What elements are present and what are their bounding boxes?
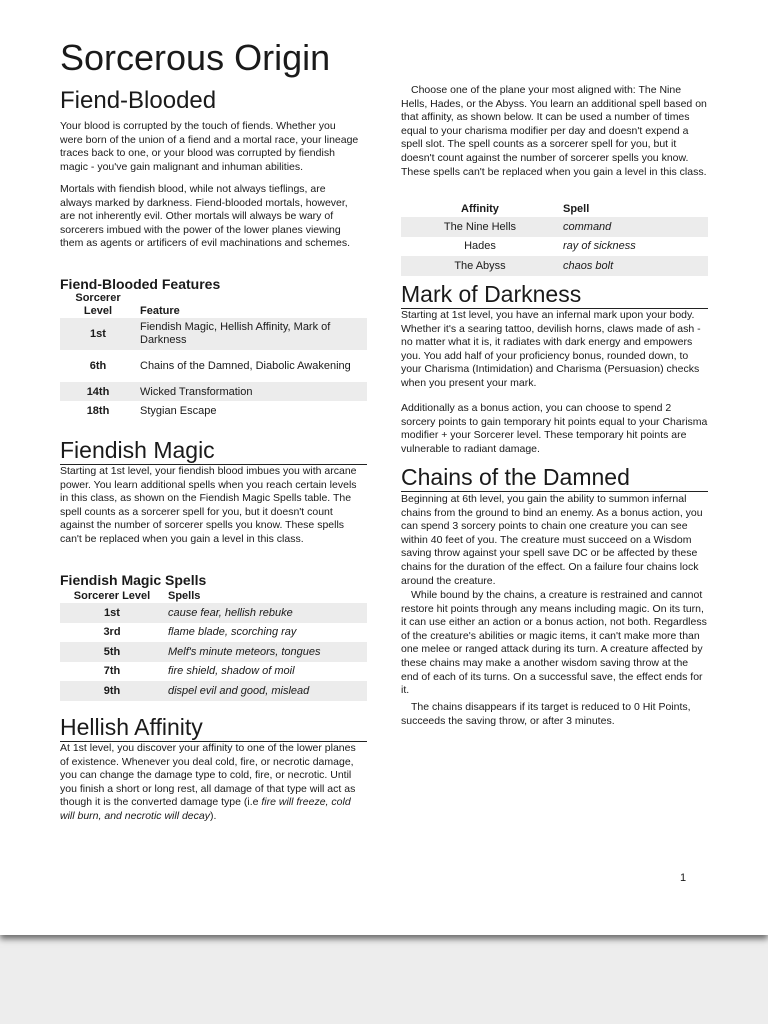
- affinity-spell: ray of sickness: [563, 240, 636, 253]
- feature-level: 6th: [89, 360, 107, 372]
- affinity-col-spell: Spell: [563, 202, 590, 215]
- heading-hellish-affinity: Hellish Affinity: [60, 714, 367, 742]
- table-row: [60, 623, 367, 643]
- page-number: 1: [680, 872, 687, 884]
- features-col-level: Sorcerer Level: [75, 292, 121, 317]
- features-col-feature: Feature: [140, 305, 180, 317]
- spells-col-spells: Spells: [168, 589, 201, 602]
- spell-list: cause fear, hellish rebuke: [168, 606, 293, 619]
- chains-paragraph-1: Beginning at 6th level, you gain the ability to summon infernal chains from the ground to bind an enemy. As a bonus action, you can spend 3 sorcery points to chain one creature you can see within 40 feet of you. The creature must succeed on a Wisdom saving throw against your spell save DC or be affected by these chains for the duration of the effect. On a failure four chains lock around the creature.: [401, 493, 703, 587]
- spell-list: dispel evil and good, mislead: [168, 684, 310, 697]
- table-row: [60, 681, 367, 701]
- table-row: [401, 256, 708, 276]
- heading-fiendish-magic-spells: Fiendish Magic Spells: [60, 572, 207, 588]
- mark-paragraph-1: Starting at 1st level, you have an infernal mark upon your body. Whether it's a searing tattoo, devilish horns, claws made of ash - no matter what it is, it radiates with dark energy and empowers you. You add half of your proficiency bonus, rounded down, to your Charisma (Intimidation) and Charisma (Persuasion) checks when you present your mark.: [401, 309, 701, 389]
- spell-level: 9th: [60, 681, 164, 701]
- feature-name: Stygian Escape: [140, 404, 217, 417]
- table-row: [401, 237, 708, 257]
- table-row: [401, 217, 708, 237]
- table-row: [60, 401, 367, 420]
- spell-list: Melf's minute meteors, tongues: [168, 645, 321, 658]
- features-table: [60, 292, 367, 420]
- spell-level: 5th: [60, 642, 164, 662]
- page-title: Sorcerous Origin: [60, 37, 331, 78]
- affinity-col-affinity: Affinity: [461, 202, 499, 215]
- affinity-spell: command: [563, 220, 612, 233]
- heading-fiendish-magic: Fiendish Magic: [60, 437, 367, 465]
- heading-fiend-blooded: Fiend-Blooded: [60, 87, 217, 114]
- heading-mark-of-darkness: Mark of Darkness: [401, 281, 708, 309]
- hellish-affinity-text-end: ).: [209, 809, 217, 822]
- hellish-affinity-emphasis: fire will freeze, cold will burn, and necrotic will decay: [60, 796, 351, 822]
- spell-level: 7th: [103, 665, 121, 678]
- spell-list: flame blade, scorching ray: [168, 626, 297, 639]
- fiend-blooded-paragraph-2: Mortals with fiendish blood, while not always tieflings, are always marked by darkness. Fiend-blooded mortals, however, are not inherently evil. Other mortals will always be wary of sorcerers imbued with the power of the lower planes viewing them as agents or artificers of evil machinations and schemes.: [60, 183, 351, 250]
- spell-level: 3rd: [103, 626, 121, 639]
- mark-paragraph-2: Additionally as a bonus action, you can choose to spend 2 sorcery points to gain temporary hit points equal to your Charisma modifier + your Sorcerer level. These temporary hit points are vulnerable to radiant damage.: [401, 402, 708, 455]
- chains-paragraph-2: While bound by the chains, a creature is restrained and cannot restore hit points through any means including magic. On its turn, it can use either an action or a bonus action, not both. Regardless of the creature's abilities or magic items, it can't make more than one melee or ranged attack during its turn. A creature affected by these chains may make a another wisdom saving throw at the end of each of its turns. On a successful save, the effect ends for it.: [401, 589, 707, 697]
- feature-level: 18th: [86, 404, 110, 417]
- table-row: [60, 603, 367, 623]
- hellish-affinity-text: At 1st level, you discover your affinity to one of the lower planes of existence. Whenever you deal cold, fire, or necrotic damage, you can change the damage type to cold, fire, or necrotic. Until you finish a short or long rest, all damage of that type will act as though it is the converted damage type (i.e: [60, 742, 356, 809]
- feature-name: Fiendish Magic, Hellish Affinity, Mark of Darkness: [136, 318, 367, 350]
- chains-paragraph-3: The chains disappears if its target is reduced to 0 Hit Points, succeeds the saving throw, or after 3 minutes.: [401, 701, 691, 727]
- affinity-spell: chaos bolt: [563, 259, 614, 272]
- feature-level: 1st: [60, 318, 136, 350]
- table-row: [60, 662, 367, 682]
- affinity-name: Hades: [464, 240, 496, 253]
- affinity-intro-paragraph: Choose one of the plane your most aligned with: The Nine Hells, Hades, or the Abyss. You learn an additional spell based on that affinity, as shown below. It can be used a number of times equal to your charisma modifier per day and doesn't expend a spell slot. The spell counts as a sorcerer spell for you, but it doesn't count against the number of sorcerer spells you know. These spells can't be replaced when you gain a level in this class.: [401, 84, 707, 178]
- table-row: [60, 382, 367, 401]
- heading-fiend-blooded-features: Fiend-Blooded Features: [60, 276, 221, 292]
- table-row: [60, 350, 367, 382]
- heading-chains-of-the-damned: Chains of the Damned: [401, 464, 708, 492]
- spell-list: fire shield, shadow of moil: [168, 665, 295, 678]
- affinity-table: [401, 200, 708, 276]
- feature-level: 14th: [60, 382, 136, 401]
- affinity-name: The Nine Hells: [401, 217, 559, 237]
- spells-col-level: Sorcerer Level: [73, 589, 151, 602]
- hellish-affinity-paragraph: [60, 742, 360, 824]
- spells-table: [60, 588, 367, 701]
- fiendish-magic-paragraph: Starting at 1st level, your fiendish blood imbues you with arcane power. You learn additional spells when you reach certain levels in this class, as shown on the Fiendish Magic Spells table. The spell counts as a sorcerer spell for you, but it doesn't count against the number of sorcerer spells you know. These spells can't be replaced when you gain a level in this class.: [60, 465, 357, 545]
- affinity-name: The Abyss: [401, 256, 559, 276]
- feature-name: Wicked Transformation: [136, 382, 367, 401]
- table-row: [60, 318, 367, 350]
- feature-name: Chains of the Damned, Diabolic Awakening: [140, 359, 351, 372]
- fiend-blooded-paragraph-1: Your blood is corrupted by the touch of fiends. Whether you were born of the union of a fiend and a mortal race, your lineage traces back to one, or your blood was corrupted by fiendish magic - you've gain malignant and inhuman abilities.: [60, 120, 359, 173]
- table-row: [60, 642, 367, 662]
- spell-level: 1st: [60, 603, 164, 623]
